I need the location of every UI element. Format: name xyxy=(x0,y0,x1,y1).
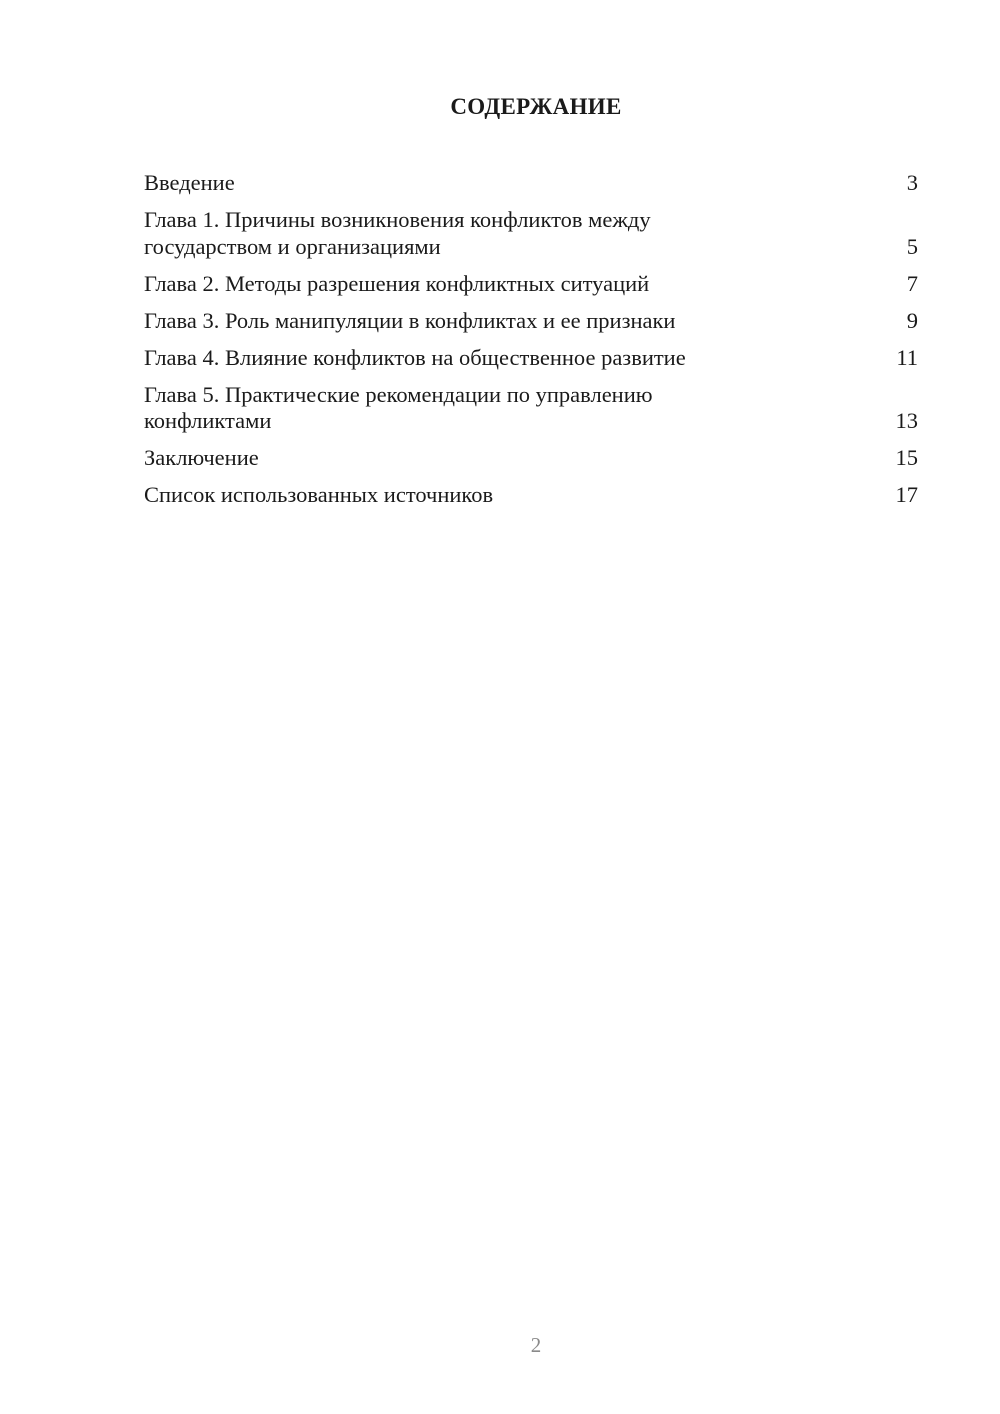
toc-item-chapter-1 xyxy=(144,207,918,260)
page-number: 2 xyxy=(530,1333,542,1357)
toc-item-conclusion xyxy=(144,445,918,472)
toc-entry-title: Глава 5. Практические рекомендации по управлению конфликтами xyxy=(144,381,653,433)
toc-entry-title: Глава 1. Причины возникновения конфликтов между государством и организациями xyxy=(144,207,651,259)
toc-item-chapter-2 xyxy=(144,271,918,298)
toc-item-references xyxy=(144,482,918,509)
toc-entry-page: 17 xyxy=(895,482,918,507)
toc-entry-title: Глава 3. Роль манипуляции в конфликтах и ее признаки xyxy=(144,307,676,333)
toc-entry-page: 9 xyxy=(906,307,918,333)
toc-item-chapter-5 xyxy=(144,382,918,435)
toc-entry-title: Глава 4. Влияние конфликтов на общественное развитие xyxy=(144,344,686,370)
toc-entry-title: Глава 2. Методы разрешения конфликтных ситуаций xyxy=(144,270,650,296)
toc-entry-page: 15 xyxy=(895,445,918,470)
toc-entry-page: 11 xyxy=(896,344,918,370)
toc-entry-page: 5 xyxy=(906,233,918,259)
toc-entry-title: Введение xyxy=(144,170,235,195)
toc-entry-page: 3 xyxy=(906,170,918,195)
toc-entry-page: 7 xyxy=(906,270,918,296)
toc-item-chapter-4 xyxy=(144,345,918,372)
toc-item-introduction xyxy=(144,170,918,197)
toc-entry-title: Список использованных источников xyxy=(144,482,494,507)
toc-item-chapter-3 xyxy=(144,308,918,335)
table-of-contents xyxy=(144,170,918,519)
page-title: СОДЕРЖАНИЕ xyxy=(450,94,622,119)
toc-entry-page: 13 xyxy=(895,408,918,433)
toc-entry-title: Заключение xyxy=(144,445,259,470)
